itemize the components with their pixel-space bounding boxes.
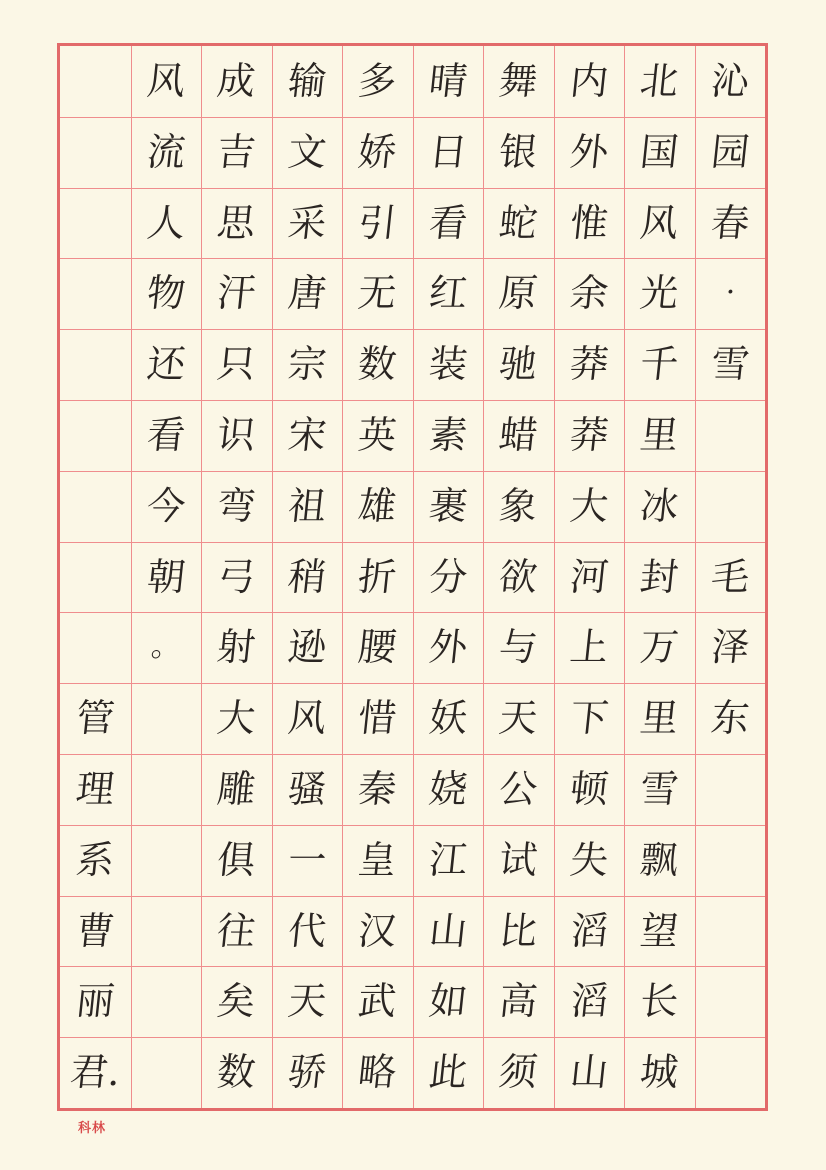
poem-character: ·: [723, 275, 737, 311]
poem-character: 雪: [637, 767, 681, 812]
poem-character: 一: [285, 838, 329, 883]
poem-character: 封: [637, 554, 681, 599]
poem-character: 雪: [708, 342, 752, 387]
poem-character: 代: [285, 908, 329, 953]
handwritten-poem: [60, 46, 765, 1108]
poem-character: 骚: [285, 767, 329, 812]
poem-character: 北: [637, 59, 681, 104]
poem-character: 往: [214, 908, 258, 953]
poem-character: 内: [567, 59, 611, 104]
poem-character: 骄: [285, 1050, 329, 1095]
poem-character: 如: [426, 979, 470, 1024]
publisher-mark: 科林: [78, 1121, 107, 1136]
poem-character: 晴: [426, 59, 470, 104]
poem-character: 妖: [426, 696, 470, 741]
poem-character: 娆: [426, 767, 470, 812]
poem-character: 惟: [567, 200, 611, 245]
poem-character: 江: [426, 838, 470, 883]
poem-character: 稍: [285, 554, 329, 599]
poem-character: 祖: [285, 484, 329, 529]
poem-character: 望: [637, 908, 681, 953]
poem-character: 今: [144, 484, 188, 529]
poem-character: 雄: [355, 484, 399, 529]
poem-character: 丽: [73, 979, 117, 1024]
poem-character: 国: [637, 130, 681, 175]
poem-character: 风: [285, 696, 329, 741]
poem-character: 欲: [496, 554, 540, 599]
poem-character: 舞: [496, 59, 540, 104]
poem-character: 成: [214, 59, 258, 104]
poem-character: 里: [637, 413, 681, 458]
poem-character: 武: [355, 979, 399, 1024]
poem-character: 日: [426, 130, 470, 175]
poem-character: 园: [708, 130, 752, 175]
poem-character: 矣: [214, 979, 258, 1024]
poem-character: 大: [214, 696, 258, 741]
poem-character: 识: [214, 413, 258, 458]
poem-character: 下: [567, 696, 611, 741]
poem-character: 裹: [426, 484, 470, 529]
poem-character: 弓: [214, 554, 258, 599]
poem-character: 城: [637, 1050, 681, 1095]
poem-character: 蛇: [496, 200, 540, 245]
poem-character: 腰: [355, 625, 399, 670]
poem-character: 还: [144, 342, 188, 387]
poem-character: 上: [567, 625, 611, 670]
poem-character: 君.: [67, 1050, 123, 1095]
poem-character: 河: [567, 554, 611, 599]
poem-character: 秦: [355, 767, 399, 812]
poem-character: 山: [567, 1050, 611, 1095]
poem-character: 物: [144, 271, 188, 316]
poem-character: 管: [73, 696, 117, 741]
poem-character: 大: [567, 484, 611, 529]
poem-character: 毛: [708, 554, 752, 599]
poem-character: 须: [496, 1050, 540, 1095]
poem-character: 东: [708, 696, 752, 741]
poem-character: 长: [637, 979, 681, 1024]
poem-character: 人: [144, 200, 188, 245]
poem-character: 多: [355, 59, 399, 104]
poem-character: 里: [637, 696, 681, 741]
poem-character: 风: [637, 200, 681, 245]
poem-character: 风: [144, 59, 188, 104]
poem-character: 无: [355, 271, 399, 316]
poem-character: 与: [496, 625, 540, 670]
poem-character: 顿: [567, 767, 611, 812]
poem-character: 高: [496, 979, 540, 1024]
poem-character: 英: [355, 413, 399, 458]
poem-character: 射: [214, 625, 258, 670]
poem-character: 分: [426, 554, 470, 599]
poem-character: 朝: [144, 554, 188, 599]
poem-character: 引: [355, 200, 399, 245]
poem-character: 唐: [285, 271, 329, 316]
poem-character: 外: [567, 130, 611, 175]
poem-character: 天: [496, 696, 540, 741]
poem-character: 万: [637, 625, 681, 670]
poem-character: 比: [496, 908, 540, 953]
poem-character: 逊: [285, 625, 329, 670]
poem-character: 素: [426, 413, 470, 458]
poem-character: 数: [355, 342, 399, 387]
poem-character: 数: [214, 1050, 258, 1095]
poem-character: 滔: [567, 979, 611, 1024]
poem-character: 理: [73, 767, 117, 812]
poem-character: 冰: [637, 484, 681, 529]
poem-character: 宋: [285, 413, 329, 458]
poem-character: 驰: [496, 342, 540, 387]
poem-character: 曹: [73, 908, 117, 953]
poem-character: 采: [285, 200, 329, 245]
poem-character: 此: [426, 1050, 470, 1095]
poem-character: 娇: [355, 130, 399, 175]
poem-character: 公: [496, 767, 540, 812]
poem-character: 原: [496, 271, 540, 316]
poem-character: 试: [496, 838, 540, 883]
poem-character: 只: [214, 342, 258, 387]
poem-character: 外: [426, 625, 470, 670]
poem-character: 雕: [214, 767, 258, 812]
poem-character: 思: [214, 200, 258, 245]
poem-character: 沁: [708, 59, 752, 104]
poem-character: 看: [144, 413, 188, 458]
poem-character: 蜡: [496, 413, 540, 458]
poem-character: 汗: [214, 271, 258, 316]
poem-character: 折: [355, 554, 399, 599]
poem-character: 。: [148, 629, 183, 665]
poem-character: 飘: [637, 838, 681, 883]
poem-character: 装: [426, 342, 470, 387]
poem-character: 宗: [285, 342, 329, 387]
poem-character: 红: [426, 271, 470, 316]
poem-character: 略: [355, 1050, 399, 1095]
poem-character: 文: [285, 130, 329, 175]
poem-character: 泽: [708, 625, 752, 670]
poem-character: 失: [567, 838, 611, 883]
poem-character: 余: [567, 271, 611, 316]
poem-character: 光: [637, 271, 681, 316]
grid-paper-sheet: [57, 43, 768, 1111]
poem-character: 输: [285, 59, 329, 104]
poem-character: 莽: [567, 413, 611, 458]
poem-character: 天: [285, 979, 329, 1024]
poem-character: 吉: [214, 130, 258, 175]
poem-character: 象: [496, 484, 540, 529]
poem-character: 千: [637, 342, 681, 387]
poem-character: 流: [144, 130, 188, 175]
poem-character: 山: [426, 908, 470, 953]
poem-character: 银: [496, 130, 540, 175]
poem-character: 春: [708, 200, 752, 245]
poem-character: 俱: [214, 838, 258, 883]
poem-character: 弯: [214, 484, 258, 529]
poem-character: 系: [73, 838, 117, 883]
poem-character: 惜: [355, 696, 399, 741]
poem-character: 皇: [355, 838, 399, 883]
poem-character: 汉: [355, 908, 399, 953]
poem-character: 看: [426, 200, 470, 245]
poem-character: 莽: [567, 342, 611, 387]
poem-character: 滔: [567, 908, 611, 953]
